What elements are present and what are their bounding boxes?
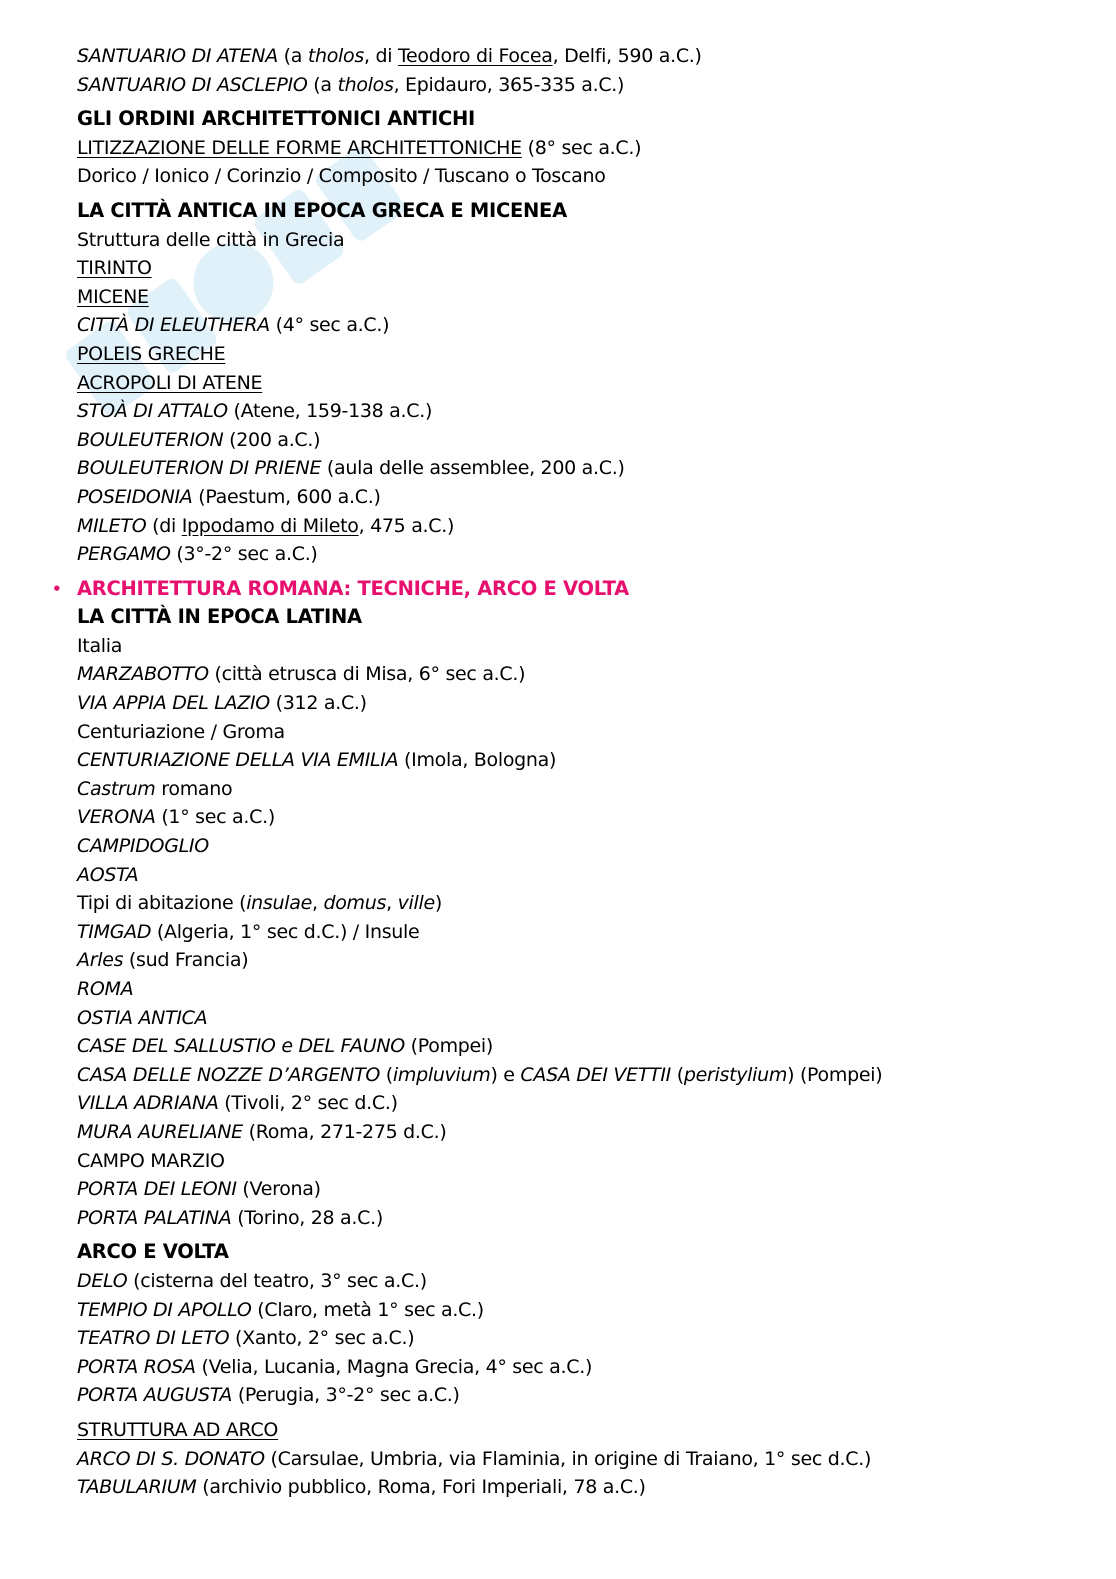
text-segment: (Carsulae, Umbria, via Flaminia, in origine di Traiano, 1° sec d.C.): [264, 1447, 872, 1470]
text-segment: LA CITTÀ ANTICA IN EPOCA GRECA E MICENEA: [77, 198, 567, 222]
text-segment: (Tivoli, 2° sec d.C.): [218, 1092, 398, 1115]
italic-term: PORTA PALATINA: [77, 1206, 232, 1229]
text-line: [77, 632, 1077, 661]
text-line: [77, 1204, 1077, 1233]
underlined-term: Teodoro di Focea: [397, 45, 553, 67]
italic-term: SANTUARIO DI ATENA: [77, 45, 278, 67]
underlined-term: POLEIS GRECHE: [77, 342, 226, 365]
text-line: [77, 1118, 1077, 1147]
italic-term: TEATRO DI LETO: [77, 1327, 230, 1350]
italic-term: MARZABOTTO: [77, 663, 209, 686]
italic-term: BOULEUTERION: [77, 428, 224, 451]
section-heading: [52, 575, 1077, 604]
text-line: [77, 1324, 1077, 1353]
text-segment: (Imola, Bologna): [398, 749, 557, 772]
bullet-icon: •: [52, 579, 62, 598]
text-line: [77, 975, 1077, 1004]
italic-term: VERONA: [77, 806, 156, 829]
text-line: [77, 226, 1077, 255]
text-segment: GLI ORDINI ARCHITETTONICI ANTICHI: [77, 107, 476, 131]
text-line: [77, 254, 1077, 283]
italic-term: CITTÀ DI ELEUTHERA: [77, 314, 270, 337]
text-segment: Dorico / Ionico / Corinzio / Composito / Tuscano o Toscano: [77, 165, 606, 188]
text-line: [77, 397, 1077, 426]
italic-term: MILETO: [77, 514, 147, 537]
text-segment: romano: [155, 777, 233, 800]
italic-term: impluvium: [392, 1063, 491, 1086]
text-segment: Italia: [77, 634, 123, 657]
text-segment: (sud Francia): [123, 949, 249, 972]
text-segment: , di: [363, 45, 398, 67]
text-segment: Centuriazione / Groma: [77, 720, 285, 743]
text-line: [77, 512, 1077, 541]
text-line: [77, 1032, 1077, 1061]
text-segment: (Velia, Lucania, Magna Grecia, 4° sec a.C.): [195, 1355, 593, 1378]
text-line: [77, 889, 1077, 918]
italic-term: CASA DELLE NOZZE D’ARGENTO: [77, 1063, 381, 1086]
text-line: [77, 1473, 1077, 1502]
text-segment: (Pompei): [404, 1035, 494, 1058]
text-segment: (aula delle assemblee, 200 a.C.): [321, 457, 625, 480]
text-segment: ,: [311, 892, 324, 915]
text-line: [77, 1445, 1077, 1474]
text-line: [77, 861, 1077, 890]
italic-term: PORTA DEI LEONI: [77, 1178, 237, 1201]
text-segment: CAMPO MARZIO: [77, 1149, 225, 1172]
text-segment: (Perugia, 3°-2° sec a.C.): [232, 1384, 460, 1407]
text-line: [77, 803, 1077, 832]
text-line: [77, 340, 1077, 369]
text-segment: (Torino, 28 a.C.): [231, 1206, 383, 1229]
text-segment: (Verona): [236, 1178, 321, 1201]
text-line: [77, 1296, 1077, 1325]
italic-term: Castrum: [77, 777, 156, 800]
text-line: [77, 775, 1077, 804]
text-line: [77, 42, 1077, 71]
text-segment: Struttura delle città in Grecia: [77, 228, 345, 251]
underlined-term: TIRINTO: [77, 257, 152, 280]
text-line: [77, 1416, 1077, 1445]
text-segment: (312 a.C.): [269, 692, 367, 715]
italic-term: PERGAMO: [77, 543, 171, 566]
text-line: [77, 454, 1077, 483]
text-segment: (8° sec a.C.): [521, 136, 642, 159]
text-segment: , Delfi, 590 a.C.): [552, 45, 702, 67]
text-segment: (200 a.C.): [223, 428, 321, 451]
italic-term: POSEIDONIA: [77, 485, 193, 508]
underlined-term: LITIZZAZIONE DELLE FORME ARCHITETTONICHE: [77, 136, 522, 159]
text-line: [77, 483, 1077, 512]
text-line: [77, 718, 1077, 747]
italic-term: TABULARIUM: [77, 1476, 197, 1499]
text-line: [77, 918, 1077, 947]
section-heading: [77, 603, 1077, 632]
italic-term: PORTA AUGUSTA: [77, 1384, 233, 1407]
italic-term: TEMPIO DI APOLLO: [77, 1298, 252, 1321]
text-segment: (di: [146, 514, 182, 537]
section-heading: [77, 197, 1077, 226]
text-line: [77, 1004, 1077, 1033]
italic-term: AOSTA: [77, 863, 139, 886]
text-line: [77, 134, 1077, 163]
italic-term: ville: [397, 892, 435, 915]
section-heading: [77, 105, 1077, 134]
text-segment: (Xanto, 2° sec a.C.): [229, 1327, 415, 1350]
italic-term: BOULEUTERION DI PRIENE: [77, 457, 322, 480]
text-line: [77, 1381, 1077, 1410]
text-line: [77, 283, 1077, 312]
text-segment: ) (Pompei): [787, 1063, 883, 1086]
italic-term: ARCO DI S. DONATO: [77, 1447, 265, 1470]
text-line: [77, 540, 1077, 569]
italic-term: insulae: [246, 892, 312, 915]
text-segment: (Atene, 159-138 a.C.): [227, 400, 433, 423]
text-line: [77, 1147, 1077, 1176]
text-line: [77, 311, 1077, 340]
italic-term: peristylium: [683, 1063, 788, 1086]
text-line: [77, 162, 1077, 191]
text-segment: (: [380, 1063, 393, 1086]
text-segment: (1° sec a.C.): [155, 806, 275, 829]
text-segment: (Roma, 271-275 d.C.): [242, 1120, 447, 1143]
italic-term: OSTIA ANTICA: [77, 1006, 208, 1029]
text-segment: (a: [307, 73, 338, 96]
text-line: [77, 1267, 1077, 1296]
text-segment: ,: [386, 892, 398, 915]
section-heading: [77, 1238, 1077, 1267]
italic-term: VILLA ADRIANA: [77, 1092, 219, 1115]
italic-term: Arles: [77, 949, 124, 972]
text-line: [77, 746, 1077, 775]
text-line: [77, 1175, 1077, 1204]
text-line: [77, 426, 1077, 455]
italic-term: VIA APPIA DEL LAZIO: [77, 692, 270, 715]
text-segment: (cisterna del teatro, 3° sec a.C.): [127, 1269, 427, 1292]
text-line: [77, 946, 1077, 975]
italic-term: tholos: [307, 45, 364, 67]
italic-term: STOÀ DI ATTALO: [77, 400, 228, 423]
italic-term: SANTUARIO DI ASCLEPIO: [77, 73, 308, 96]
text-segment: (Algeria, 1° sec d.C.) / Insule: [151, 920, 420, 943]
italic-term: TIMGAD: [77, 920, 152, 943]
text-segment: (Paestum, 600 a.C.): [192, 485, 381, 508]
text-segment: (: [670, 1063, 684, 1086]
underlined-term: Ippodamo di Mileto: [181, 514, 359, 537]
text-segment: (3°-2° sec a.C.): [170, 543, 318, 566]
text-line: [77, 71, 1077, 100]
text-segment: ): [434, 892, 442, 915]
text-line: [77, 369, 1077, 398]
text-segment: ARCO E VOLTA: [77, 1240, 229, 1264]
text-segment: Tipi di abitazione (: [77, 892, 247, 915]
text-line: [77, 689, 1077, 718]
underlined-term: STRUTTURA AD ARCO: [77, 1418, 279, 1441]
italic-term: tholos: [337, 73, 394, 96]
document-page: [52, 42, 1077, 1502]
text-segment: (città etrusca di Misa, 6° sec a.C.): [208, 663, 526, 686]
italic-term: CENTURIAZIONE DELLA VIA EMILIA: [77, 749, 399, 772]
text-segment: (Claro, metà 1° sec a.C.): [251, 1298, 484, 1321]
text-segment: LA CITTÀ IN EPOCA LATINA: [77, 605, 362, 629]
text-segment: (4° sec a.C.): [269, 314, 390, 337]
italic-term: CAMPIDOGLIO: [77, 835, 209, 858]
italic-term: MURA AURELIANE: [77, 1120, 243, 1143]
text-segment: ) e: [490, 1063, 521, 1086]
underlined-term: ACROPOLI DI ATENE: [77, 371, 263, 394]
italic-term: domus: [323, 892, 387, 915]
text-line: [77, 832, 1077, 861]
text-segment: (a: [277, 45, 308, 67]
italic-term: DELO: [77, 1269, 128, 1292]
text-line: [77, 1089, 1077, 1118]
italic-term: CASA DEI VETTII: [520, 1063, 671, 1086]
italic-term: PORTA ROSA: [77, 1355, 196, 1378]
text-segment: , 475 a.C.): [358, 514, 455, 537]
text-segment: , Epidauro, 365-335 a.C.): [393, 73, 625, 96]
italic-term: CASE DEL SALLUSTIO e DEL FAUNO: [77, 1035, 405, 1058]
text-line: [77, 1353, 1077, 1382]
text-line: [77, 660, 1077, 689]
italic-term: ROMA: [77, 978, 134, 1000]
text-line: [77, 1061, 1077, 1090]
text-segment: ARCHITETTURA ROMANA: TECNICHE, ARCO E VOLTA: [77, 576, 629, 600]
text-segment: (archivio pubblico, Roma, Fori Imperiali, 78 a.C.): [196, 1476, 646, 1499]
underlined-term: MICENE: [77, 285, 149, 308]
